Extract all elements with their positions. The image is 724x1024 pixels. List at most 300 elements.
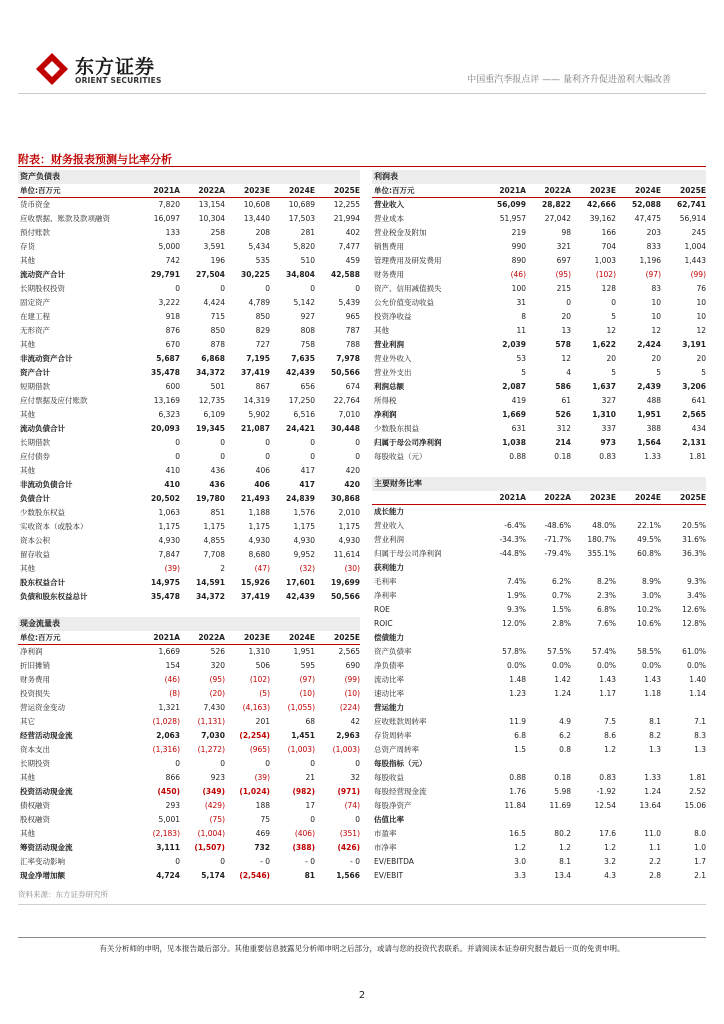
row-label: 毛利率 bbox=[374, 577, 397, 586]
table-row bbox=[372, 324, 706, 338]
row-value: 1.33 bbox=[644, 773, 661, 782]
table-row bbox=[18, 464, 360, 478]
table-row bbox=[372, 575, 706, 589]
row-label: 折旧摊销 bbox=[20, 661, 50, 670]
row-value: (388) bbox=[292, 843, 315, 852]
row-value: 8.6 bbox=[604, 731, 616, 740]
row-value: 420 bbox=[344, 480, 360, 489]
row-value: 3.0 bbox=[514, 857, 526, 866]
row-value: 245 bbox=[691, 228, 706, 237]
section-row bbox=[372, 757, 706, 771]
row-value: 20 bbox=[696, 354, 706, 363]
row-value: 2,439 bbox=[637, 382, 661, 391]
table-row bbox=[372, 212, 706, 226]
row-label: 其他 bbox=[20, 466, 35, 475]
row-value: -6.4% bbox=[504, 521, 526, 530]
row-value: 510 bbox=[300, 256, 315, 265]
row-value: 0.88 bbox=[509, 773, 526, 782]
row-value: 867 bbox=[255, 382, 270, 391]
row-value: 3,206 bbox=[682, 382, 706, 391]
row-value: 80.2 bbox=[554, 829, 571, 838]
row-value: 3,191 bbox=[682, 340, 706, 349]
row-label: 在建工程 bbox=[20, 312, 50, 321]
financial-ratios-table bbox=[372, 477, 706, 883]
row-value: (2,183) bbox=[152, 829, 180, 838]
row-value: 20,502 bbox=[151, 494, 180, 503]
row-label: 净利润 bbox=[374, 410, 397, 419]
row-value: 56,914 bbox=[679, 214, 706, 223]
table-title: 现金流量表 bbox=[18, 617, 360, 631]
row-value: 6,323 bbox=[158, 410, 180, 419]
row-value: 22,764 bbox=[333, 396, 360, 405]
row-value: (1,131) bbox=[197, 717, 225, 726]
row-value: 7.5 bbox=[604, 717, 616, 726]
row-value: 7,820 bbox=[158, 200, 180, 209]
row-value: (10) bbox=[344, 689, 360, 698]
row-value: 866 bbox=[165, 773, 180, 782]
row-value: 600 bbox=[165, 382, 180, 391]
row-value: 965 bbox=[345, 312, 360, 321]
row-value: 19,345 bbox=[196, 424, 225, 433]
table-row bbox=[372, 855, 706, 869]
table-row bbox=[18, 841, 360, 855]
section-row bbox=[372, 561, 706, 575]
row-value: 0 bbox=[566, 298, 571, 307]
orient-logo-icon bbox=[35, 52, 69, 86]
row-value: 10,608 bbox=[243, 200, 270, 209]
row-value: - 0 bbox=[305, 857, 315, 866]
row-value: 0 bbox=[355, 284, 360, 293]
row-value: 15.06 bbox=[684, 801, 706, 810]
row-value: -48.6% bbox=[544, 521, 571, 530]
row-value: 6.8% bbox=[596, 605, 616, 614]
row-value: 1,451 bbox=[291, 731, 315, 740]
row-value: (5) bbox=[259, 689, 270, 698]
row-label: 经营活动现金流 bbox=[20, 731, 73, 740]
row-label: 其他 bbox=[20, 340, 35, 349]
row-value: 27,504 bbox=[196, 270, 225, 279]
row-value: (1,507) bbox=[194, 843, 225, 852]
year-header: 2024E bbox=[289, 633, 315, 642]
row-value: 0 bbox=[310, 284, 315, 293]
row-value: 17,250 bbox=[288, 396, 315, 405]
row-value: -1.92 bbox=[596, 787, 616, 796]
logo-chinese-name: 东方证券 bbox=[75, 56, 156, 78]
row-value: 13.4 bbox=[554, 871, 571, 880]
row-value: 0.83 bbox=[599, 452, 616, 461]
row-label: 现金净增加额 bbox=[20, 871, 65, 880]
row-value: 732 bbox=[254, 843, 270, 852]
row-value: 1,175 bbox=[158, 522, 180, 531]
row-value: 0.18 bbox=[554, 452, 571, 461]
row-value: 2.8 bbox=[649, 871, 661, 880]
unit-label bbox=[372, 491, 481, 504]
row-value: (971) bbox=[337, 787, 360, 796]
row-value: 11.84 bbox=[504, 801, 526, 810]
row-label: 资本支出 bbox=[20, 745, 50, 754]
row-label: 其他 bbox=[20, 564, 35, 573]
row-value: 2,087 bbox=[502, 382, 526, 391]
section-row bbox=[372, 701, 706, 715]
row-value: 98 bbox=[561, 228, 571, 237]
page-number: 2 bbox=[358, 990, 366, 1001]
row-label: 管理费用及研发费用 bbox=[374, 256, 442, 265]
row-label: 其他 bbox=[20, 256, 35, 265]
row-value: 1.43 bbox=[599, 675, 616, 684]
row-value: 641 bbox=[691, 396, 706, 405]
row-value: 8.1 bbox=[649, 717, 661, 726]
table-row bbox=[372, 771, 706, 785]
table-row bbox=[18, 366, 360, 380]
row-label: 财务费用 bbox=[374, 270, 404, 279]
row-value: 10 bbox=[696, 312, 706, 321]
row-value: 50,566 bbox=[331, 368, 360, 377]
row-value: 5 bbox=[611, 368, 616, 377]
row-value: 2,010 bbox=[338, 508, 360, 517]
row-value: 1.76 bbox=[509, 787, 526, 796]
row-value: (39) bbox=[164, 564, 180, 573]
row-value: 7,635 bbox=[291, 354, 315, 363]
row-label: 营业收入 bbox=[374, 200, 404, 209]
row-value: 20.5% bbox=[682, 521, 706, 530]
row-value: 57.8% bbox=[502, 647, 526, 656]
row-value: 410 bbox=[165, 466, 180, 475]
row-value: 154 bbox=[165, 661, 180, 670]
row-value: 704 bbox=[601, 242, 616, 251]
row-value: 13,154 bbox=[198, 200, 225, 209]
row-label: 投资净收益 bbox=[374, 312, 412, 321]
row-value: 42 bbox=[350, 717, 360, 726]
row-value: 13.64 bbox=[639, 801, 661, 810]
row-value: (982) bbox=[292, 787, 315, 796]
row-label: 股权融资 bbox=[20, 815, 50, 824]
row-value: 0.88 bbox=[509, 452, 526, 461]
table-row bbox=[372, 617, 706, 631]
table-row bbox=[18, 785, 360, 799]
row-label: 偿债能力 bbox=[374, 633, 404, 642]
row-value: 0 bbox=[220, 452, 225, 461]
row-value: 690 bbox=[345, 661, 360, 670]
row-label: 投资活动现金流 bbox=[20, 787, 73, 796]
year-header: 2025E bbox=[334, 186, 360, 195]
row-value: 11,614 bbox=[333, 550, 360, 559]
row-value: 918 bbox=[165, 312, 180, 321]
row-value: 0 bbox=[310, 815, 315, 824]
disclaimer: 有关分析师的申明，见本报告最后部分。其他重要信息披露见分析师申明之后部分，或请与您的投资代表联系。并请阅读本证券研究报告最后一页的免责申明。 bbox=[99, 944, 625, 953]
row-label: 汇率变动影响 bbox=[20, 857, 65, 866]
row-label: 归属于母公司净利润 bbox=[374, 438, 442, 447]
row-value: 5,902 bbox=[248, 410, 270, 419]
row-value: 1,310 bbox=[248, 647, 270, 656]
row-label: 每股收益 bbox=[374, 773, 404, 782]
row-value: -44.8% bbox=[499, 549, 526, 558]
row-value: 0 bbox=[220, 759, 225, 768]
row-value: 670 bbox=[165, 340, 180, 349]
row-value: 58.5% bbox=[637, 647, 661, 656]
table-row bbox=[372, 240, 706, 254]
row-label: 成长能力 bbox=[374, 507, 404, 516]
row-value: 0 bbox=[310, 452, 315, 461]
row-value: 62,741 bbox=[677, 200, 706, 209]
row-label: 营业外支出 bbox=[374, 368, 412, 377]
row-value: 2.3% bbox=[596, 591, 616, 600]
row-value: 1,951 bbox=[293, 647, 315, 656]
row-value: 0.0% bbox=[506, 661, 526, 670]
table-row bbox=[372, 603, 706, 617]
row-label: 每股收益（元） bbox=[374, 452, 427, 461]
table-title: 利润表 bbox=[372, 170, 706, 184]
row-value: 30,225 bbox=[241, 270, 270, 279]
row-value: 3.2 bbox=[604, 857, 616, 866]
section-row bbox=[372, 505, 706, 519]
table-row bbox=[18, 450, 360, 464]
row-value: 258 bbox=[210, 228, 225, 237]
row-label: 应付债券 bbox=[20, 452, 50, 461]
row-value: 14,591 bbox=[196, 578, 225, 587]
row-value: 281 bbox=[300, 228, 315, 237]
row-value: 3.3 bbox=[514, 871, 526, 880]
row-value: 34,372 bbox=[196, 592, 225, 601]
row-value: 1,175 bbox=[203, 522, 225, 531]
row-value: 337 bbox=[601, 424, 616, 433]
row-label: 净负债率 bbox=[374, 661, 404, 670]
row-value: 20 bbox=[651, 354, 661, 363]
row-value: 4,855 bbox=[203, 536, 225, 545]
row-value: 36.3% bbox=[682, 549, 706, 558]
year-header: 2023E bbox=[590, 493, 616, 502]
row-label: 流动资产合计 bbox=[20, 270, 65, 279]
row-value: 1.23 bbox=[509, 689, 526, 698]
row-value: 35,478 bbox=[151, 368, 180, 377]
row-value: 5,000 bbox=[158, 242, 180, 251]
row-label: 其他 bbox=[20, 773, 35, 782]
row-value: 9,952 bbox=[293, 550, 315, 559]
table-row bbox=[372, 827, 706, 841]
row-value: 81 bbox=[304, 871, 315, 880]
unit-label: 单位:百万元 bbox=[20, 633, 61, 642]
table-row bbox=[18, 799, 360, 813]
row-value: -34.3% bbox=[499, 535, 526, 544]
row-value: 2 bbox=[220, 564, 225, 573]
row-value: 742 bbox=[165, 256, 180, 265]
row-label: 短期借款 bbox=[20, 382, 50, 391]
row-value: 1,175 bbox=[293, 522, 315, 531]
row-value: 0 bbox=[175, 759, 180, 768]
row-label: 营业利润 bbox=[374, 535, 404, 544]
row-value: 321 bbox=[556, 242, 571, 251]
table-row bbox=[18, 408, 360, 422]
row-value: 5,001 bbox=[158, 815, 180, 824]
row-value: 5,142 bbox=[293, 298, 315, 307]
row-value: 586 bbox=[555, 382, 571, 391]
row-value: 973 bbox=[600, 438, 616, 447]
row-value: 878 bbox=[210, 340, 225, 349]
row-value: 1.18 bbox=[644, 689, 661, 698]
row-value: 75 bbox=[260, 815, 270, 824]
row-value: 2,565 bbox=[338, 647, 360, 656]
row-value: (47) bbox=[254, 564, 270, 573]
row-label: 每股净资产 bbox=[374, 801, 412, 810]
row-value: (406) bbox=[294, 829, 315, 838]
row-value: 327 bbox=[601, 396, 616, 405]
row-value: 1.81 bbox=[689, 773, 706, 782]
row-value: 1,576 bbox=[293, 508, 315, 517]
row-value: 1,175 bbox=[338, 522, 360, 531]
row-value: (429) bbox=[204, 801, 225, 810]
year-header: 2021A bbox=[499, 493, 526, 502]
row-value: (1,004) bbox=[197, 829, 225, 838]
row-value: 833 bbox=[646, 242, 661, 251]
row-value: 34,372 bbox=[196, 368, 225, 377]
table-row bbox=[18, 869, 360, 883]
header-divider bbox=[18, 93, 706, 94]
row-value: 0.83 bbox=[599, 773, 616, 782]
row-value: 83 bbox=[651, 284, 661, 293]
row-value: (39) bbox=[254, 773, 270, 782]
table-row bbox=[18, 226, 360, 240]
row-value: (32) bbox=[299, 564, 315, 573]
table-header-row bbox=[372, 491, 706, 505]
data-source: 资料来源：东方证券研究所 bbox=[18, 890, 108, 899]
row-value: 1.9% bbox=[506, 591, 526, 600]
row-value: 8.3 bbox=[694, 731, 706, 740]
row-value: 4,930 bbox=[158, 536, 180, 545]
row-value: 51,957 bbox=[499, 214, 526, 223]
row-value: 10 bbox=[696, 298, 706, 307]
table-row bbox=[18, 645, 360, 659]
row-value: 5,174 bbox=[201, 871, 225, 880]
row-value: 6.2 bbox=[559, 731, 571, 740]
row-value: 406 bbox=[255, 466, 270, 475]
row-label: 销售费用 bbox=[374, 242, 404, 251]
table-row bbox=[18, 338, 360, 352]
table-row bbox=[372, 799, 706, 813]
source-divider bbox=[18, 904, 706, 905]
row-value: (75) bbox=[209, 815, 225, 824]
row-value: - 0 bbox=[350, 857, 360, 866]
row-value: 535 bbox=[255, 256, 270, 265]
row-value: 30,868 bbox=[331, 494, 360, 503]
row-value: 17 bbox=[305, 801, 315, 810]
row-label: 筹资活动现金流 bbox=[20, 843, 73, 852]
row-value: 42,439 bbox=[286, 592, 315, 601]
table-title: 资产负债表 bbox=[18, 170, 360, 184]
row-value: 5,439 bbox=[338, 298, 360, 307]
row-value: 420 bbox=[345, 466, 360, 475]
row-value: 715 bbox=[210, 312, 225, 321]
year-header: 2021A bbox=[499, 186, 526, 195]
row-value: 0 bbox=[310, 438, 315, 447]
year-header: 2023E bbox=[244, 186, 270, 195]
row-value: 1,063 bbox=[158, 508, 180, 517]
row-value: 3,111 bbox=[156, 843, 180, 852]
row-label: 存货周转率 bbox=[374, 731, 412, 740]
table-row bbox=[18, 659, 360, 673]
row-value: 11 bbox=[516, 326, 526, 335]
year-header: 2022A bbox=[198, 186, 225, 195]
row-value: 34,804 bbox=[286, 270, 315, 279]
row-value: 1.43 bbox=[644, 675, 661, 684]
year-header: 2023E bbox=[244, 633, 270, 642]
row-value: 0 bbox=[265, 759, 270, 768]
row-value: 0.0% bbox=[641, 661, 661, 670]
table-row bbox=[372, 533, 706, 547]
row-label: 总资产周转率 bbox=[374, 745, 419, 754]
row-label: EV/EBITDA bbox=[374, 857, 414, 866]
row-value: 128 bbox=[601, 284, 616, 293]
row-label: 资产、信用减值损失 bbox=[374, 284, 442, 293]
table-row bbox=[18, 240, 360, 254]
row-value: 1.42 bbox=[554, 675, 571, 684]
row-label: 其他 bbox=[20, 829, 35, 838]
row-value: 42,588 bbox=[331, 270, 360, 279]
row-label: 预付账款 bbox=[20, 228, 50, 237]
row-value: 180.7% bbox=[587, 535, 616, 544]
row-value: 0 bbox=[355, 815, 360, 824]
row-value: 355.1% bbox=[587, 549, 616, 558]
row-label: 流动负债合计 bbox=[20, 424, 65, 433]
row-value: 11.0 bbox=[644, 829, 661, 838]
row-value: 1,196 bbox=[639, 256, 661, 265]
row-value: 53 bbox=[516, 354, 526, 363]
row-label: 速动比率 bbox=[374, 689, 404, 698]
row-value: 8,680 bbox=[248, 550, 270, 559]
row-value: -79.4% bbox=[544, 549, 571, 558]
row-value: 1,443 bbox=[684, 256, 706, 265]
row-label: ROE bbox=[374, 605, 390, 614]
row-value: 201 bbox=[255, 717, 270, 726]
row-value: 7,708 bbox=[203, 550, 225, 559]
row-value: (1,055) bbox=[287, 703, 315, 712]
row-label: 留存收益 bbox=[20, 550, 50, 559]
row-label: 归属于母公司净利润 bbox=[374, 549, 442, 558]
row-value: (1,003) bbox=[287, 745, 315, 754]
row-value: 2,063 bbox=[156, 731, 180, 740]
row-value: 1.33 bbox=[644, 452, 661, 461]
row-value: 7,030 bbox=[201, 731, 225, 740]
row-value: 37,419 bbox=[241, 592, 270, 601]
table-row bbox=[372, 422, 706, 436]
row-value: 1,669 bbox=[502, 410, 526, 419]
row-value: 24,839 bbox=[286, 494, 315, 503]
row-value: 0 bbox=[220, 857, 225, 866]
row-label: 无形资产 bbox=[20, 326, 50, 335]
row-value: 52,088 bbox=[632, 200, 661, 209]
row-value: 10 bbox=[651, 312, 661, 321]
row-value: (2,254) bbox=[239, 731, 270, 740]
row-value: 850 bbox=[255, 312, 270, 321]
table-row bbox=[372, 519, 706, 533]
row-value: 11.69 bbox=[549, 801, 571, 810]
unit-label: 单位:百万元 bbox=[20, 186, 61, 195]
unit-label: 单位:百万元 bbox=[374, 186, 415, 195]
row-label: 负债和股东权益总计 bbox=[20, 592, 88, 601]
row-value: 1.2 bbox=[514, 843, 526, 852]
row-value: 61 bbox=[561, 396, 571, 405]
row-value: 1.40 bbox=[689, 675, 706, 684]
table-row bbox=[18, 282, 360, 296]
row-value: 1.2 bbox=[604, 745, 616, 754]
table-row bbox=[372, 268, 706, 282]
row-label: 其它 bbox=[20, 717, 35, 726]
row-value: 219 bbox=[511, 228, 526, 237]
table-row bbox=[18, 855, 360, 869]
row-value: 31.6% bbox=[682, 535, 706, 544]
row-value: 39,162 bbox=[589, 214, 616, 223]
table-header-row bbox=[372, 184, 706, 198]
row-value: 13,440 bbox=[243, 214, 270, 223]
row-value: 488 bbox=[646, 396, 661, 405]
